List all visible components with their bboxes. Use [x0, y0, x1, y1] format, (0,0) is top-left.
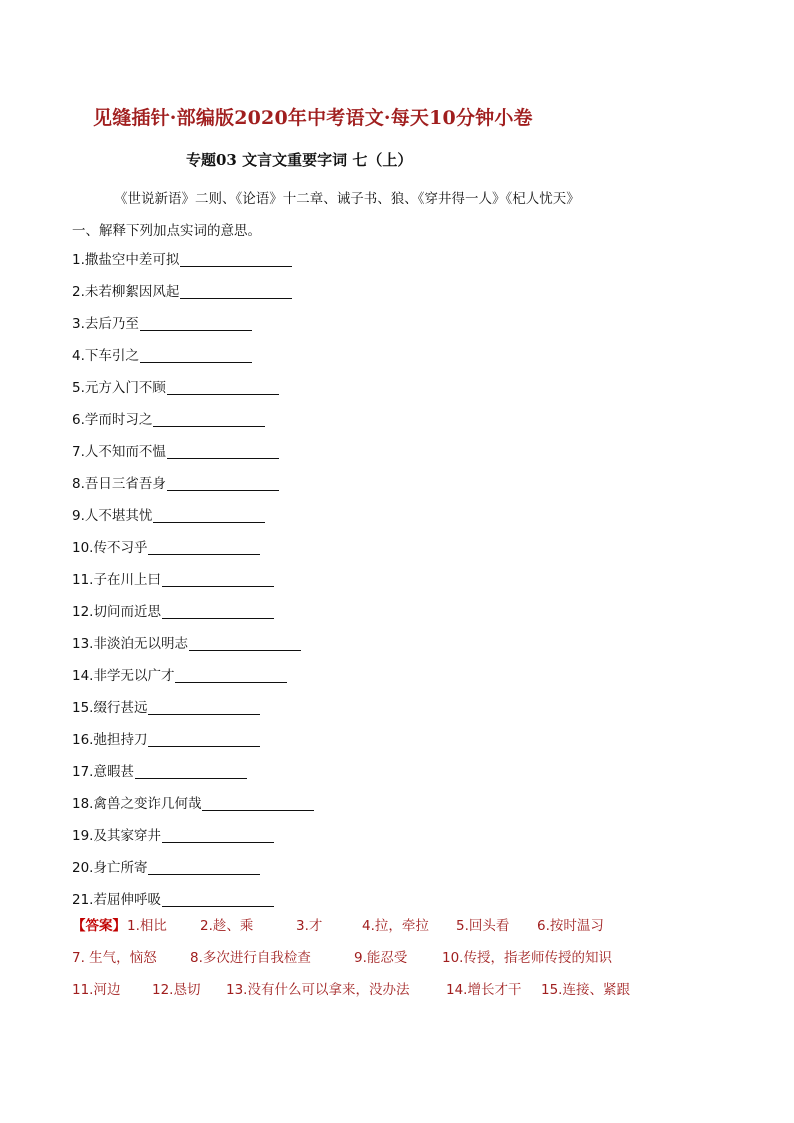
answer-line-1: [72, 917, 752, 949]
lesson-scope: 《世说新语》二则、《论语》十二章、诫子书、狼、《穿井得一人》《杞人忧天》: [114, 191, 580, 207]
answer-item: 12.恳切: [152, 982, 201, 998]
answer-item: 10.传授，指老师传授的知识: [442, 950, 612, 966]
answer-blank: [202, 795, 314, 811]
answer-item: 7. 生气，恼怒: [72, 950, 157, 966]
question-text: 13.非淡泊无以明志: [72, 636, 188, 652]
question-list: [72, 251, 572, 923]
question-text: 20.身亡所寄: [72, 860, 148, 876]
answer-item: 5.回头看: [456, 918, 510, 934]
question-item: [72, 315, 572, 347]
answer-blank: [148, 699, 260, 715]
question-item: [72, 443, 572, 475]
question-text: 16.弛担持刀: [72, 732, 148, 748]
question-item: [72, 411, 572, 443]
answer-item: 1.相比: [127, 918, 167, 934]
answer-item: 11.河边: [72, 982, 121, 998]
question-item: [72, 571, 572, 603]
question-text: 21.若屈伸呼吸: [72, 892, 161, 908]
answer-blank: [167, 475, 279, 491]
question-item: [72, 667, 572, 699]
question-text: 17.意暇甚: [72, 764, 134, 780]
section-heading: 一、解释下列加点实词的意思。: [72, 223, 261, 239]
question-text: 3.去后乃至: [72, 316, 139, 332]
question-text: 7.人不知而不愠: [72, 444, 166, 460]
question-item: [72, 507, 572, 539]
answer-blank: [140, 315, 252, 331]
question-text: 15.缀行甚远: [72, 700, 148, 716]
answer-blank: [148, 731, 260, 747]
answer-blank: [153, 411, 265, 427]
question-text: 8.吾日三省吾身: [72, 476, 166, 492]
question-text: 19.及其家穿井: [72, 828, 161, 844]
question-text: 11.子在川上曰: [72, 572, 161, 588]
answer-blank: [153, 507, 265, 523]
answer-blank: [162, 571, 274, 587]
question-item: [72, 603, 572, 635]
answer-item: 8.多次进行自我检查: [190, 950, 311, 966]
question-text: 6.学而时习之: [72, 412, 153, 428]
answer-item: 2.趁、乘: [200, 918, 254, 934]
answer-item: 13.没有什么可以拿来，没办法: [226, 982, 410, 998]
question-item: [72, 827, 572, 859]
question-item: [72, 475, 572, 507]
question-item: [72, 763, 572, 795]
question-item: [72, 795, 572, 827]
answer-item: 3.才: [296, 918, 323, 934]
question-text: 9.人不堪其忧: [72, 508, 153, 524]
answer-item: 15.连接、紧跟: [541, 982, 630, 998]
answer-item: 4.拉，牵拉: [362, 918, 429, 934]
question-text: 12.切问而近思: [72, 604, 161, 620]
question-text: 1.撒盐空中差可拟: [72, 252, 180, 268]
answer-item: 9.能忍受: [354, 950, 408, 966]
answer-line-2: [72, 949, 752, 981]
answer-blank: [167, 379, 279, 395]
question-item: [72, 539, 572, 571]
answer-label: 【答案】: [72, 918, 126, 934]
answer-blank: [148, 859, 260, 875]
question-item: [72, 251, 572, 283]
answer-blank: [180, 251, 292, 267]
answer-blank: [140, 347, 252, 363]
question-text: 2.未若柳絮因风起: [72, 284, 180, 300]
topic-subtitle: 专题03 文言文重要字词 七（上）: [186, 151, 413, 169]
answer-item: 14.增长才干: [446, 982, 522, 998]
question-item: [72, 635, 572, 667]
answer-blank: [180, 283, 292, 299]
question-item: [72, 283, 572, 315]
answer-blank: [189, 635, 301, 651]
question-item: [72, 731, 572, 763]
question-item: [72, 859, 572, 891]
question-item: [72, 347, 572, 379]
question-text: 14.非学无以广才: [72, 668, 175, 684]
answer-blank: [175, 667, 287, 683]
question-text: 4.下车引之: [72, 348, 139, 364]
answer-blank: [135, 763, 247, 779]
answer-item: 6.按时温习: [537, 918, 604, 934]
question-text: 10.传不习乎: [72, 540, 148, 556]
document-title: 见缝插针·部编版2020年中考语文·每天10分钟小卷: [93, 107, 533, 129]
answer-blank: [162, 603, 274, 619]
answer-blank: [162, 891, 274, 907]
answer-line-3: [72, 981, 752, 1013]
answer-blank: [162, 827, 274, 843]
answer-blank: [167, 443, 279, 459]
question-text: 5.元方入门不顾: [72, 380, 166, 396]
question-item: [72, 379, 572, 411]
answer-section: [72, 917, 752, 1013]
question-text: 18.禽兽之变诈几何哉: [72, 796, 202, 812]
answer-blank: [148, 539, 260, 555]
question-item: [72, 699, 572, 731]
